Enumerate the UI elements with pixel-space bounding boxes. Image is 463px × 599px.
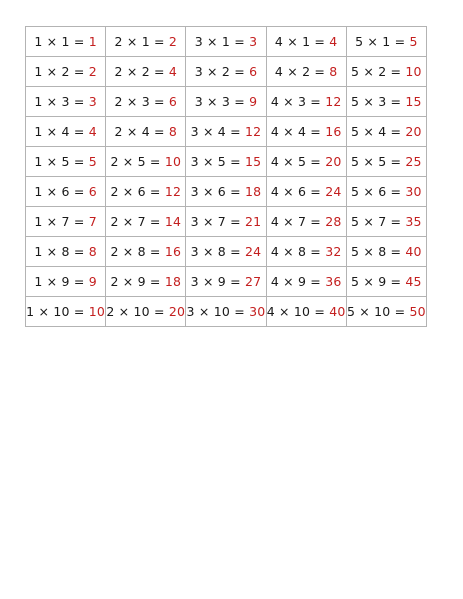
equation-text: 3 × 6 = — [190, 184, 241, 199]
equation-text: 4 × 7 = — [270, 214, 321, 229]
table-cell — [186, 267, 266, 297]
equation-text: 3 × 5 = — [190, 154, 241, 169]
table-cell — [106, 57, 186, 87]
equation-text: 3 × 3 = — [194, 94, 245, 109]
answer-text: 20 — [168, 304, 186, 319]
equation-text: 2 × 1 = — [114, 34, 165, 49]
answer-text: 27 — [245, 274, 262, 289]
equation-text: 3 × 8 = — [190, 244, 241, 259]
table-cell — [106, 297, 186, 327]
equation-text: 4 × 2 = — [274, 64, 326, 79]
table-cell — [186, 207, 266, 237]
answer-text: 20 — [325, 154, 342, 169]
equation-text: 2 × 3 = — [114, 94, 165, 109]
equation-text: 3 × 2 = — [194, 64, 245, 79]
table-row — [26, 207, 427, 237]
answer-text: 8 — [168, 124, 178, 139]
table-cell — [26, 297, 106, 327]
table-cell — [346, 87, 426, 117]
table-cell — [266, 27, 346, 57]
table-cell — [186, 177, 266, 207]
table-row — [26, 177, 427, 207]
equation-text: 5 × 6 = — [351, 184, 402, 199]
answer-text: 32 — [325, 244, 342, 259]
answer-text: 25 — [405, 154, 422, 169]
equation-text: 4 × 5 = — [270, 154, 321, 169]
table-cell — [26, 27, 106, 57]
answer-text: 7 — [88, 214, 97, 229]
table-cell — [26, 237, 106, 267]
equation-text: 3 × 1 = — [194, 34, 245, 49]
table-cell — [346, 177, 426, 207]
answer-text: 10 — [88, 304, 105, 319]
answer-text: 5 — [409, 34, 418, 49]
equation-text: 1 × 3 = — [34, 94, 85, 109]
answer-text: 24 — [325, 184, 342, 199]
table-cell — [346, 27, 426, 57]
equation-text: 1 × 4 = — [34, 124, 85, 139]
equation-text: 4 × 9 = — [270, 274, 321, 289]
answer-text: 15 — [245, 154, 262, 169]
equation-text: 2 × 4 = — [114, 124, 165, 139]
table-cell — [106, 27, 186, 57]
equation-text: 2 × 8 = — [110, 244, 161, 259]
answer-text: 45 — [405, 274, 422, 289]
equation-text: 2 × 2 = — [114, 64, 165, 79]
table-cell — [106, 267, 186, 297]
equation-text: 5 × 5 = — [351, 154, 402, 169]
answer-text: 4 — [168, 64, 178, 79]
answer-text: 1 — [88, 34, 97, 49]
answer-text: 12 — [325, 94, 342, 109]
table-row — [26, 117, 427, 147]
table-cell — [346, 267, 426, 297]
table-cell — [106, 207, 186, 237]
answer-text: 15 — [405, 94, 422, 109]
table-row — [26, 147, 427, 177]
answer-text: 5 — [88, 154, 97, 169]
answer-text: 12 — [245, 124, 262, 139]
equation-text: 3 × 10 = — [186, 304, 245, 319]
table-cell — [266, 147, 346, 177]
answer-text: 6 — [88, 184, 97, 199]
answer-text: 16 — [164, 244, 182, 259]
answer-text: 20 — [405, 124, 422, 139]
equation-text: 2 × 10 = — [106, 304, 165, 319]
table-cell — [186, 87, 266, 117]
equation-text: 1 × 2 = — [34, 64, 85, 79]
table-row — [26, 57, 427, 87]
answer-text: 40 — [329, 304, 346, 319]
answer-text: 12 — [164, 184, 182, 199]
answer-text: 10 — [164, 154, 182, 169]
answer-text: 30 — [405, 184, 422, 199]
equation-text: 5 × 4 = — [351, 124, 402, 139]
table-cell — [26, 117, 106, 147]
table-cell — [346, 117, 426, 147]
answer-text: 8 — [88, 244, 97, 259]
table-cell — [186, 27, 266, 57]
table-cell — [186, 117, 266, 147]
table-cell — [26, 147, 106, 177]
equation-text: 2 × 7 = — [110, 214, 161, 229]
equation-text: 4 × 8 = — [270, 244, 321, 259]
answer-text: 4 — [88, 124, 97, 139]
equation-text: 5 × 8 = — [351, 244, 402, 259]
table-cell — [186, 237, 266, 267]
equation-text: 5 × 3 = — [351, 94, 402, 109]
answer-text: 28 — [325, 214, 342, 229]
table-row — [26, 297, 427, 327]
table-cell — [346, 147, 426, 177]
table-cell — [346, 237, 426, 267]
table-cell — [26, 267, 106, 297]
table-row — [26, 237, 427, 267]
answer-text: 3 — [249, 34, 258, 49]
answer-text: 3 — [88, 94, 97, 109]
table-row — [26, 27, 427, 57]
table-cell — [106, 117, 186, 147]
answer-text: 14 — [164, 214, 182, 229]
equation-text: 5 × 7 = — [351, 214, 402, 229]
answer-text: 6 — [168, 94, 178, 109]
table-cell — [186, 57, 266, 87]
table-cell — [346, 57, 426, 87]
answer-text: 10 — [405, 64, 422, 79]
table-cell — [26, 87, 106, 117]
equation-text: 4 × 3 = — [270, 94, 321, 109]
table-cell — [186, 147, 266, 177]
answer-text: 16 — [325, 124, 342, 139]
table-row — [26, 267, 427, 297]
equation-text: 1 × 1 = — [34, 34, 85, 49]
equation-text: 3 × 4 = — [190, 124, 241, 139]
table-cell — [266, 297, 346, 327]
table-cell — [266, 177, 346, 207]
table-row — [26, 87, 427, 117]
answer-text: 2 — [88, 64, 97, 79]
table-cell — [266, 117, 346, 147]
table-cell — [106, 177, 186, 207]
table-cell — [106, 87, 186, 117]
equation-text: 5 × 10 = — [346, 304, 406, 319]
equation-text: 1 × 8 = — [34, 244, 85, 259]
equation-text: 2 × 9 = — [110, 274, 161, 289]
equation-text: 1 × 7 = — [34, 214, 85, 229]
multiplication-table — [25, 26, 427, 327]
table-cell — [266, 267, 346, 297]
answer-text: 2 — [168, 34, 178, 49]
answer-text: 24 — [245, 244, 262, 259]
equation-text: 1 × 5 = — [34, 154, 85, 169]
table-body — [26, 27, 427, 327]
table-cell — [26, 177, 106, 207]
equation-text: 5 × 1 = — [355, 34, 406, 49]
equation-text: 2 × 5 = — [110, 154, 161, 169]
table-cell — [26, 207, 106, 237]
answer-text: 50 — [409, 304, 426, 319]
answer-text: 18 — [164, 274, 182, 289]
equation-text: 4 × 4 = — [270, 124, 321, 139]
answer-text: 36 — [325, 274, 342, 289]
table-cell — [106, 147, 186, 177]
table-cell — [346, 297, 426, 327]
answer-text: 9 — [88, 274, 97, 289]
answer-text: 6 — [249, 64, 258, 79]
equation-text: 1 × 9 = — [34, 274, 85, 289]
answer-text: 35 — [405, 214, 422, 229]
equation-text: 5 × 9 = — [351, 274, 402, 289]
table-cell — [186, 297, 266, 327]
table-cell — [266, 87, 346, 117]
table-cell — [266, 207, 346, 237]
equation-text: 4 × 1 = — [274, 34, 326, 49]
answer-text: 8 — [329, 64, 338, 79]
equation-text: 2 × 6 = — [110, 184, 161, 199]
answer-text: 30 — [249, 304, 266, 319]
equation-text: 3 × 9 = — [190, 274, 241, 289]
answer-text: 9 — [249, 94, 258, 109]
table-cell — [266, 57, 346, 87]
table-cell — [346, 207, 426, 237]
equation-text: 1 × 10 = — [26, 304, 85, 319]
equation-text: 4 × 6 = — [270, 184, 321, 199]
table-cell — [266, 237, 346, 267]
table-cell — [26, 57, 106, 87]
equation-text: 1 × 6 = — [34, 184, 85, 199]
table-cell — [106, 237, 186, 267]
answer-text: 18 — [245, 184, 262, 199]
equation-text: 3 × 7 = — [190, 214, 241, 229]
answer-text: 21 — [245, 214, 262, 229]
answer-text: 40 — [405, 244, 422, 259]
equation-text: 5 × 2 = — [351, 64, 402, 79]
equation-text: 4 × 10 = — [266, 304, 326, 319]
answer-text: 4 — [329, 34, 338, 49]
